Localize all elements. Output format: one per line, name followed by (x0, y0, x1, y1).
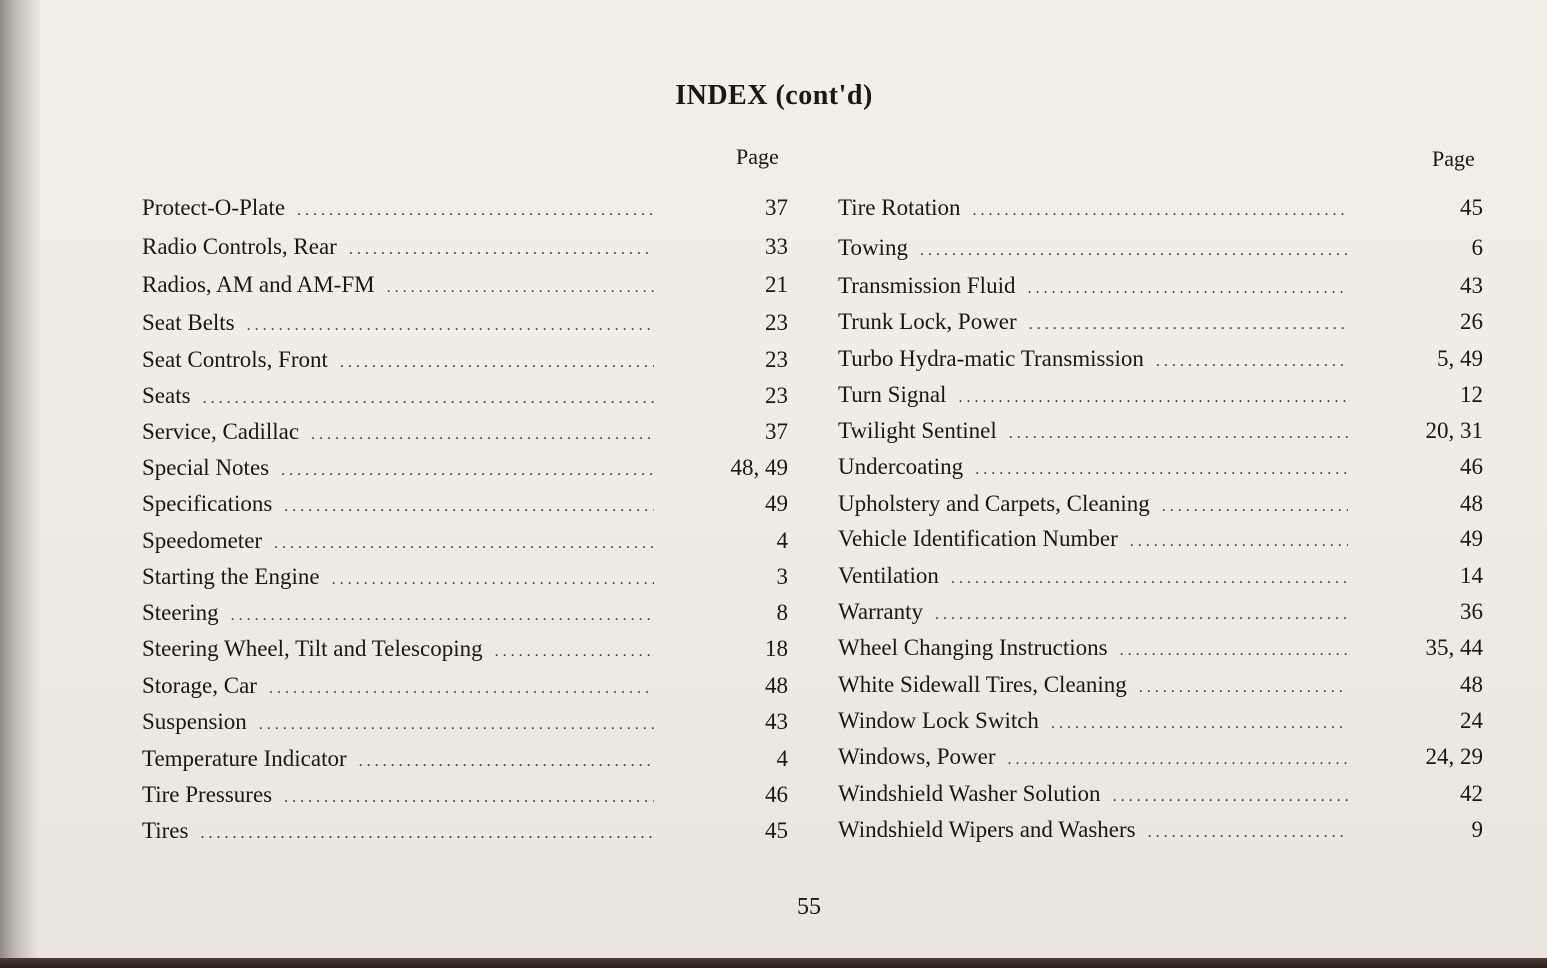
index-entry-label: Windows, Power (838, 744, 996, 769)
index-entry-label: Tire Pressures (142, 782, 273, 807)
dot-leader (285, 196, 654, 223)
dot-leader (1108, 636, 1348, 663)
index-entry-page: 33 (765, 234, 788, 259)
left-column-page-heading: Page (736, 144, 779, 169)
index-entry-label: Wheel Changing Instructions (838, 635, 1108, 660)
index-entry-label-wrap (838, 271, 1348, 301)
index-entry-page: 9 (1471, 817, 1483, 842)
index-entry-label: Seat Belts (142, 310, 235, 335)
index-entry-label: Trunk Lock, Power (838, 309, 1017, 334)
index-entry-label: Storage, Car (142, 673, 257, 698)
index-entry-page: 48 (1460, 672, 1483, 697)
index-entry-page: 49 (765, 491, 788, 516)
dot-leader (963, 455, 1348, 482)
index-entry-page: 24 (1460, 708, 1483, 733)
page-title (0, 80, 1547, 112)
index-entry-page: 4 (776, 746, 788, 771)
index-entry-label: Upholstery and Carpets, Cleaning (838, 491, 1150, 516)
index-entry-label-wrap (838, 416, 1348, 446)
dot-leader (272, 783, 654, 810)
dot-leader (328, 348, 654, 375)
index-entry-label-wrap (142, 634, 654, 664)
index-entry-label: Speedometer (142, 528, 263, 553)
index-entry-page: 3 (776, 564, 788, 589)
index-entry-label: Seats (142, 383, 191, 408)
index-entry-page: 46 (1460, 454, 1483, 479)
dot-leader (923, 600, 1348, 627)
dot-leader (347, 747, 654, 774)
dot-leader (1017, 310, 1348, 337)
index-entry-label-wrap (142, 381, 654, 411)
index-entry-label: Radio Controls, Rear (142, 234, 337, 259)
index-entry-page: 43 (1460, 273, 1483, 298)
index-entry-label: Windshield Washer Solution (838, 781, 1101, 806)
index-entry-label: Windshield Wipers and Washers (838, 817, 1136, 842)
dot-leader (908, 236, 1348, 263)
index-entry-page: 45 (765, 818, 788, 843)
index-entry-label: Twilight Sentinel (838, 418, 997, 443)
page-title-text: INDEX (cont'd) (675, 80, 873, 111)
index-entry-label: Turn Signal (838, 382, 947, 407)
dot-leader (1127, 673, 1348, 700)
index-entry-label-wrap (142, 308, 654, 338)
dot-leader (269, 456, 654, 483)
index-entry-label: Warranty (838, 599, 923, 624)
index-entry-label-wrap (838, 597, 1348, 627)
index-entry-label-wrap (142, 816, 654, 846)
dot-leader (188, 819, 654, 846)
index-entry-page: 43 (765, 709, 788, 734)
index-entry-page: 36 (1460, 599, 1483, 624)
index-entry-label-wrap (142, 270, 654, 300)
dot-leader (320, 565, 654, 592)
index-entry-label-wrap (142, 526, 654, 556)
index-entry-page: 35, 44 (1425, 635, 1483, 660)
index-entry-label: Specifications (142, 491, 273, 516)
index-entry-label-wrap (142, 744, 654, 774)
index-entry-page: 12 (1460, 382, 1483, 407)
dot-leader (939, 564, 1348, 591)
index-entry-label-wrap (838, 524, 1348, 554)
dot-leader (1118, 527, 1348, 554)
dot-leader (191, 384, 654, 411)
dot-leader (262, 529, 654, 556)
dot-leader (299, 420, 654, 447)
index-entry-page: 8 (776, 600, 788, 625)
index-entry-label: Service, Cadillac (142, 419, 300, 444)
index-entry-label-wrap (838, 193, 1348, 223)
index-entry-label-wrap (838, 489, 1348, 519)
index-entry-label-wrap (838, 233, 1348, 263)
index-entry-label: Vehicle Identification Number (838, 526, 1118, 551)
index-entry-label: White Sidewall Tires, Cleaning (838, 672, 1127, 697)
dot-leader (1136, 818, 1348, 845)
index-entry-page: 49 (1460, 526, 1483, 551)
dot-leader (219, 601, 654, 628)
index-entry-label-wrap (142, 707, 654, 737)
dot-leader (375, 273, 654, 300)
index-entry-label: Transmission Fluid (838, 273, 1016, 298)
index-entry-label: Towing (838, 235, 908, 260)
index-entry-label-wrap (838, 561, 1348, 591)
index-entry-label-wrap (838, 633, 1348, 663)
index-entry-label-wrap (838, 742, 1348, 772)
index-entry-label-wrap (838, 344, 1348, 374)
dot-leader (946, 383, 1348, 410)
dot-leader (272, 492, 654, 519)
index-entry-label: Suspension (142, 709, 247, 734)
index-entry-label: Steering (142, 600, 219, 625)
index-entry-page: 26 (1460, 309, 1483, 334)
page-bottom-edge (0, 958, 1547, 968)
index-entry-label-wrap (838, 670, 1348, 700)
dot-leader (483, 637, 654, 664)
dot-leader (997, 419, 1348, 446)
index-entry-label: Window Lock Switch (838, 708, 1039, 733)
dot-leader (1101, 782, 1348, 809)
index-entry-page: 45 (1460, 195, 1483, 220)
index-entry-label: Radios, AM and AM-FM (142, 272, 375, 297)
index-entry-label-wrap (838, 706, 1348, 736)
index-entry-label-wrap (142, 598, 654, 628)
index-entry-page: 6 (1471, 235, 1483, 260)
index-entry-page: 23 (765, 347, 788, 372)
index-entry-label-wrap (142, 780, 654, 810)
dot-leader (1144, 347, 1348, 374)
index-entry-page: 14 (1460, 563, 1483, 588)
index-entry-label: Ventilation (838, 563, 939, 588)
index-entry-label: Starting the Engine (142, 564, 320, 589)
page-number (0, 894, 1547, 921)
index-entry-label-wrap (142, 232, 654, 262)
index-entry-label-wrap (142, 345, 654, 375)
index-entry-page: 37 (765, 419, 788, 444)
index-entry-label-wrap (838, 452, 1348, 482)
right-column-page-heading: Page (1432, 146, 1475, 171)
index-entry-label: Tires (142, 818, 189, 843)
index-entry-label-wrap (142, 562, 654, 592)
index-entry-label: Special Notes (142, 455, 270, 480)
index-entry-page: 46 (765, 782, 788, 807)
index-entry-page: 24, 29 (1425, 744, 1483, 769)
dot-leader (337, 235, 654, 262)
index-entry-label-wrap (142, 671, 654, 701)
dot-leader (1150, 492, 1348, 519)
index-entry-label-wrap (838, 779, 1348, 809)
index-entry-label-wrap (142, 489, 654, 519)
dot-leader (960, 196, 1348, 223)
dot-leader (247, 710, 654, 737)
index-entry-label-wrap (142, 453, 654, 483)
index-entry-label: Undercoating (838, 454, 964, 479)
index-entry-label-wrap (142, 193, 654, 223)
index-entry-label-wrap (142, 417, 654, 447)
dot-leader (1039, 709, 1348, 736)
index-entry-page: 48 (1460, 491, 1483, 516)
index-entry-page: 5, 49 (1437, 346, 1483, 371)
index-entry-page: 23 (765, 383, 788, 408)
index-entry-label-wrap (838, 380, 1348, 410)
index-entry-page: 21 (765, 272, 788, 297)
index-entry-page: 18 (765, 636, 788, 661)
index-entry-label-wrap (838, 815, 1348, 845)
index-entry-page: 37 (765, 195, 788, 220)
index-entry-label: Turbo Hydra-matic Transmission (838, 346, 1144, 371)
index-entry-label: Seat Controls, Front (142, 347, 328, 372)
index-entry-page: 48, 49 (730, 455, 788, 480)
index-entry-page: 4 (776, 528, 788, 553)
index-entry-label: Tire Rotation (838, 195, 961, 220)
index-entry-label: Temperature Indicator (142, 746, 347, 771)
index-entry-page: 48 (765, 673, 788, 698)
book-binding (0, 0, 40, 968)
index-entry-page: 20, 31 (1425, 418, 1483, 443)
dot-leader (1015, 274, 1348, 301)
page-number-text: 55 (797, 894, 821, 920)
index-entry-label: Steering Wheel, Tilt and Telescoping (142, 636, 483, 661)
index-entry-label: Protect-O-Plate (142, 195, 286, 220)
index-entry-page: 42 (1460, 781, 1483, 806)
dot-leader (235, 311, 654, 338)
index-entry-label-wrap (838, 307, 1348, 337)
dot-leader (996, 745, 1348, 772)
index-entry-page: 23 (765, 310, 788, 335)
dot-leader (257, 674, 654, 701)
